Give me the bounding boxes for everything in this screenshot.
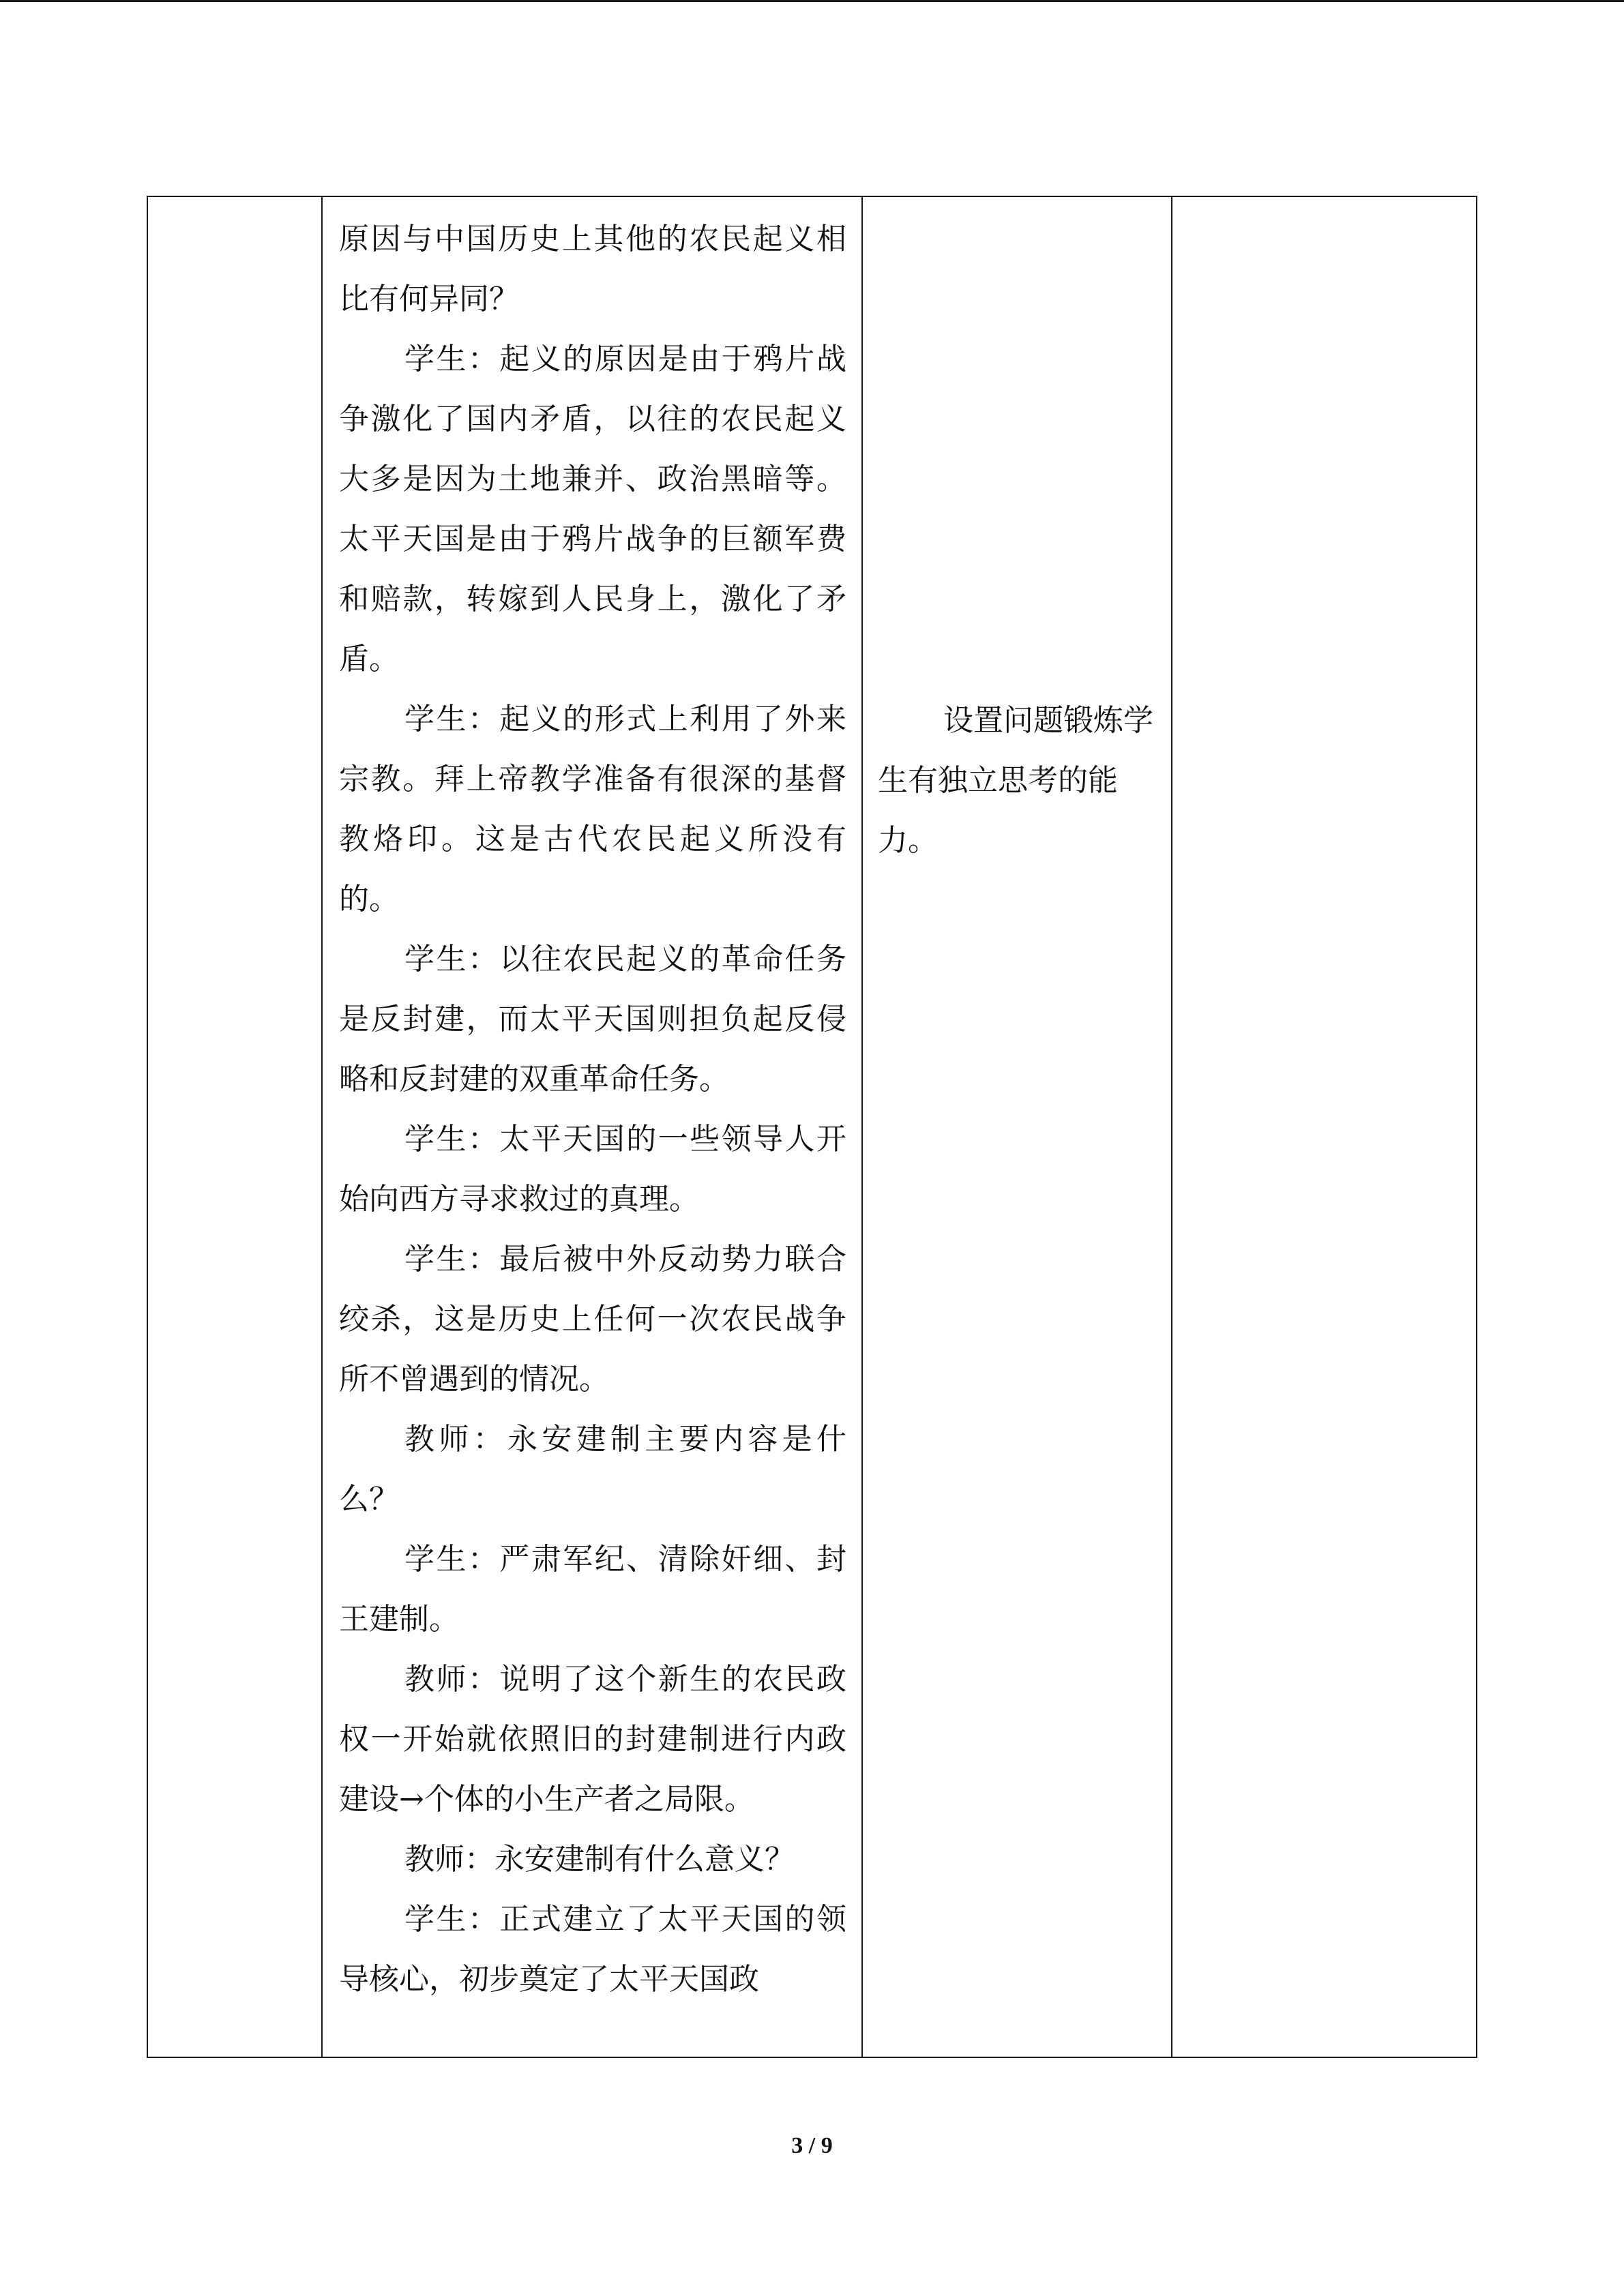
- notes-cell: [1172, 196, 1477, 2057]
- process-paragraph-4: 学生：以往农民起义的革命任务是反封建，而太平天国则担负起反侵略和反封建的双重革命任务。: [339, 942, 846, 1097]
- process-paragraph-10: 教师：永安建制有什么意义？: [404, 1842, 795, 1877]
- process-paragraph-6: 学生：最后被中外反动势力联合绞杀，这是历史上任何一次农民战争所不曾遇到的情况。: [339, 1242, 846, 1397]
- stage-cell: [147, 196, 322, 2057]
- process-paragraph-5: 学生：太平天国的一些领导人开始向西方寻求救过的真理。: [339, 1122, 846, 1217]
- lesson-plan-table: [147, 196, 1477, 2058]
- table-row: [147, 196, 1477, 2057]
- design-intent-cell: [862, 196, 1172, 2057]
- page-top-border: [0, 0, 1624, 2]
- design-intent-text: 设置问题锻炼学生有独立思考的能力。: [878, 703, 1153, 858]
- process-paragraph-3: 学生：起义的形式上利用了外来宗教。拜上帝教学准备有很深的基督教烙印。这是古代农民起义所没有的。: [339, 702, 846, 916]
- process-paragraph-9: 教师：说明了这个新生的农民政权一开始就依照旧的封建制进行内政建设→个体的小生产者之局限。: [339, 1662, 846, 1817]
- process-paragraph-2: 学生：起义的原因是由于鸦片战争激化了国内矛盾，以往的农民起义大多是因为土地兼并、政治黑暗等。太平天国是由于鸦片战争的巨额军费和赔款，转嫁到人民身上，激化了矛盾。: [339, 342, 846, 676]
- process-paragraph-7: 教师：永安建制主要内容是什么？: [339, 1422, 846, 1517]
- page-number: 3 / 9: [791, 2133, 833, 2158]
- process-paragraph-11: 学生：正式建立了太平天国的领导核心，初步奠定了太平天国政: [339, 1902, 846, 1997]
- process-paragraph-1: 原因与中国历史上其他的农民起义相比有何异同？: [339, 222, 846, 316]
- process-paragraph-8: 学生：严肃军纪、清除奸细、封王建制。: [339, 1542, 846, 1637]
- teaching-process-cell: [322, 196, 862, 2057]
